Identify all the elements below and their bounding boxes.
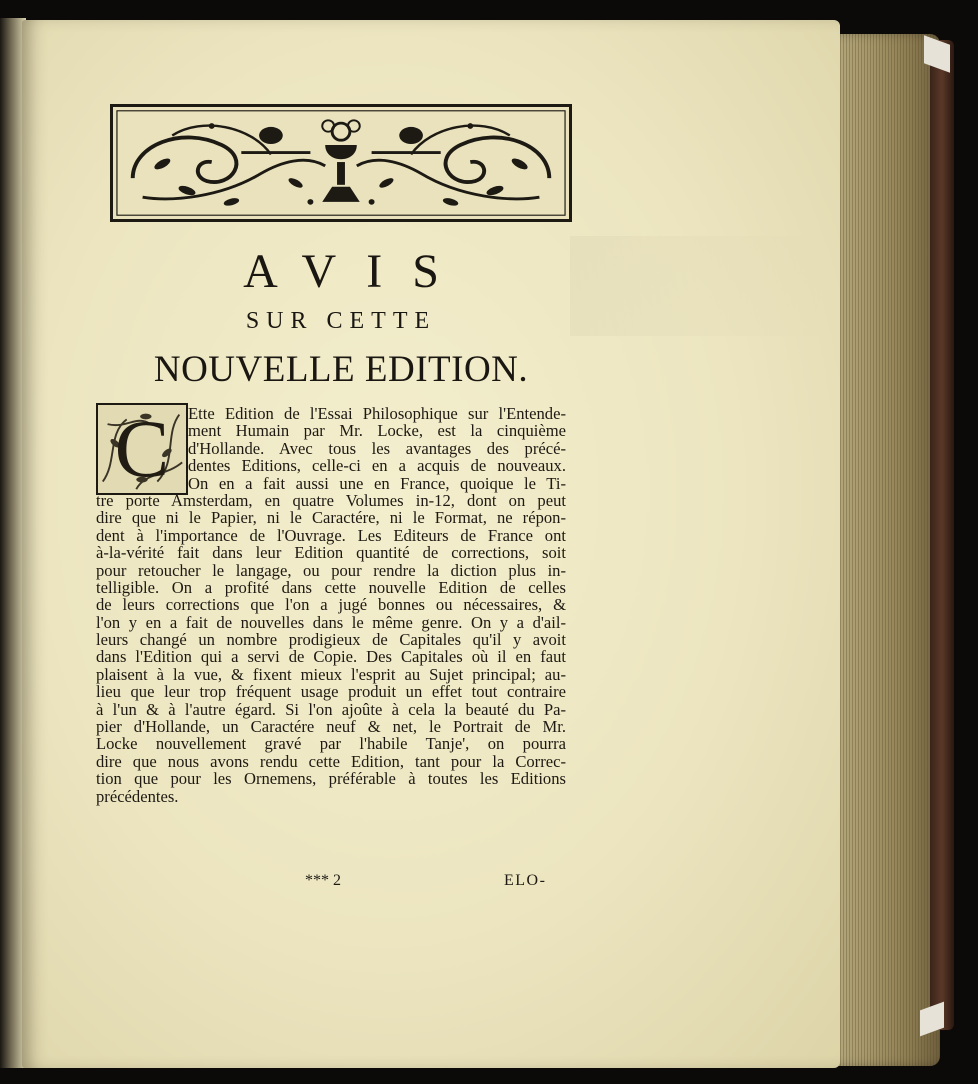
text-line: leurs changé un nombre prodigieux de Capitales qu'il y avoit (96, 630, 566, 650)
text-line: à-la-vérité fait dans leur Edition quantité de corrections, soit (96, 543, 566, 563)
text-line: l'on y en a fait de nouvelles dans le même genre. On y a d'ail- (96, 612, 566, 632)
text-line: d'Hollande. Avec tous les avantages des précé- (188, 438, 566, 458)
text-line: dans l'Edition qui a servi de Copie. Des Capitales où il en faut (96, 647, 566, 667)
catchword: ELO- (504, 872, 547, 889)
ornamental-headpiece (110, 104, 572, 222)
signature-mark: *** 2 (305, 872, 341, 889)
text-line: pier d'Hollande, un Caractére neuf & net, le Portrait de Mr. (96, 717, 566, 737)
text-line: pour retoucher le langage, ou pour rendre la diction plus in- (96, 560, 566, 580)
book-cover-edge (930, 40, 954, 1030)
text-line: dire que ni le Papier, ni le Caractére, ni le Format, ne répon- (96, 508, 566, 528)
text-line: de leurs corrections que l'on a jugé bonnes ou nécessaires, & (96, 595, 566, 615)
body-paragraph (96, 405, 566, 805)
floral-scroll-ornament-icon (113, 107, 569, 219)
text-line: à l'un & à l'autre égard. Si l'on ajoûte à cela la beauté du Pa- (96, 699, 566, 719)
text-line: Locke nouvellement gravé par l'habile Tanje', on pourra (96, 734, 566, 754)
text-line: précédentes. (96, 786, 179, 806)
text-line: dentes Editions, celle-ci en a acquis de nouveaux. (188, 456, 566, 476)
text-line: ment Humain par Mr. Locke, est la cinquième (188, 421, 566, 441)
text-line: tre porte Amsterdam, en quatre Volumes in-12, dont on peut (96, 490, 566, 510)
text-line: plaisent à la vue, & fixent mieux l'esprit au Sujet principal; au- (96, 664, 566, 684)
text-line: telligible. On a profité dans cette nouvelle Edition de celles (96, 577, 566, 597)
text-line: lieu que leur trop fréquent usage produit un effet tout contraire (96, 682, 566, 702)
text-line: tion que pour les Ornemens, préférable à toutes les Editions (96, 769, 566, 789)
title-avis: AVIS (243, 245, 469, 298)
title-nouvelle-edition: NOUVELLE EDITION. (153, 349, 529, 390)
text-line: Ette Edition de l'Essai Philosophique sur l'Entende- (188, 404, 566, 423)
text-line: dent à l'importance de l'Ouvrage. Les Editeurs de France ont (96, 525, 566, 545)
text-line: dire que nous avons rendu cette Edition, tant pour la Correc- (96, 751, 566, 771)
text-line: On en a fait aussi une en France, quoique le Ti- (188, 473, 566, 493)
dropcap-letter: C (114, 403, 170, 494)
title-sur-cette: SUR CETTE (245, 308, 437, 334)
show-through-text (570, 236, 830, 336)
